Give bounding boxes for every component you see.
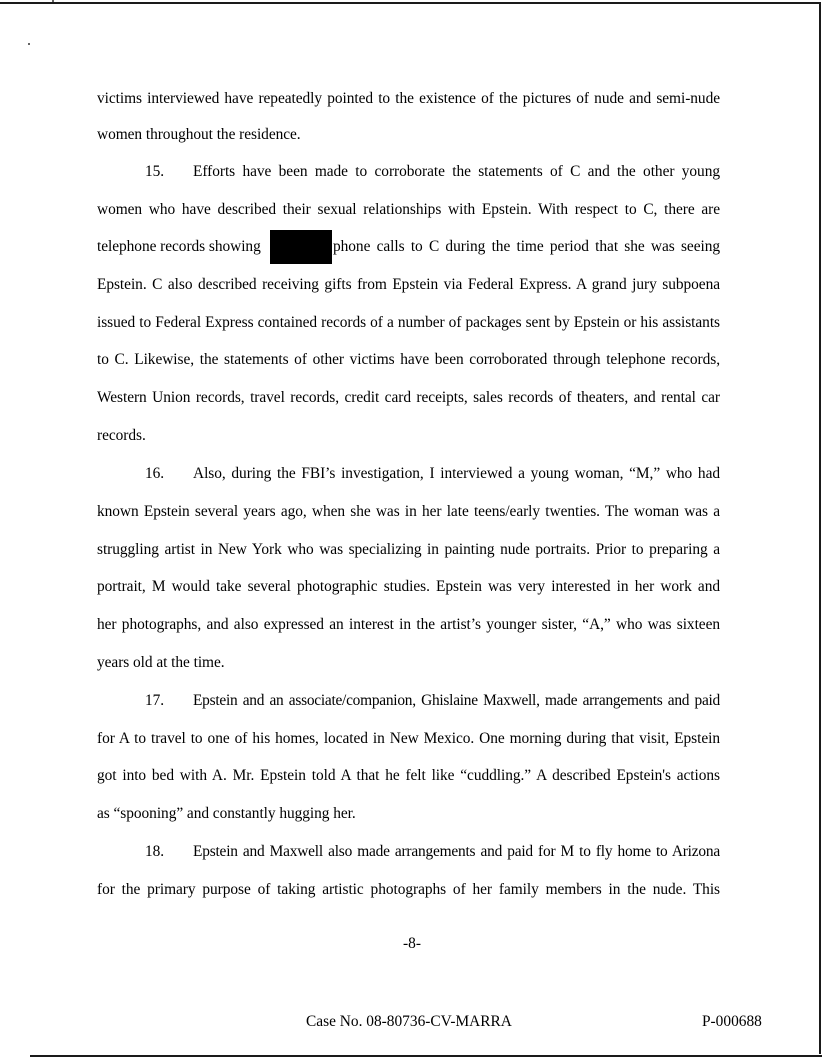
body-line-7: issued to Federal Express contained records of a number of packages sent by Epstein or his assistants xyxy=(97,314,720,331)
body-line-15: her photographs, and also expressed an interest in the artist’s younger sister, “A,” who was sixteen xyxy=(97,616,720,633)
body-line-2: women throughout the residence. xyxy=(97,126,301,143)
scan-border-top xyxy=(0,2,820,4)
body-line-10: records. xyxy=(97,427,146,444)
paragraph-number-18: 18. xyxy=(145,843,165,860)
body-line-8: to C. Likewise, the statements of other victims have been corroborated through telephone records, xyxy=(97,351,720,368)
body-line-5a: telephone records showing xyxy=(97,238,261,255)
body-line-19: got into bed with A. Mr. Epstein told A that he felt like “cuddling.” A described Epstein's actions xyxy=(97,767,720,784)
body-line-16: years old at the time. xyxy=(97,654,225,671)
body-line-22: for the primary purpose of taking artistic photographs of her family members in the nude. This xyxy=(97,881,720,898)
body-line-5b: phone calls to C during the time period that she was seeing xyxy=(333,238,720,255)
body-line-9: Western Union records, travel records, credit card receipts, sales records of theaters, and rental car xyxy=(97,389,720,406)
body-line-17: Epstein and an associate/companion, Ghislaine Maxwell, made arrangements and paid xyxy=(193,692,720,709)
body-line-21: Epstein and Maxwell also made arrangements and paid for M to fly home to Arizona xyxy=(193,843,720,860)
body-line-3: Efforts have been made to corroborate the statements of C and the other young xyxy=(193,163,720,180)
body-line-11: Also, during the FBI’s investigation, I interviewed a young woman, “M,” who had xyxy=(193,465,720,482)
scan-speck xyxy=(28,43,30,45)
bates-number: P-000688 xyxy=(702,1013,762,1030)
body-line-20: as “spooning” and constantly hugging her. xyxy=(97,805,356,822)
body-line-13: struggling artist in New York who was specializing in painting nude portraits. Prior to preparing a xyxy=(97,541,720,558)
paragraph-number-15: 15. xyxy=(145,163,165,180)
scan-speck xyxy=(52,0,54,2)
scan-border-right xyxy=(819,2,821,1054)
paragraph-number-16: 16. xyxy=(145,465,165,482)
body-line-1: victims interviewed have repeatedly pointed to the existence of the pictures of nude and semi-nude xyxy=(97,90,720,107)
body-line-18: for A to travel to one of his homes, located in New Mexico. One morning during that visit, Epstein xyxy=(97,730,720,747)
body-line-4: women who have described their sexual relationships with Epstein. With respect to C, there are xyxy=(97,201,720,218)
redaction-block xyxy=(270,230,332,264)
body-line-12: known Epstein several years ago, when she was in her late teens/early twenties. The woman was a xyxy=(97,503,720,520)
paragraph-number-17: 17. xyxy=(145,692,165,709)
body-line-14: portrait, M would take several photographic studies. Epstein was very interested in her work and xyxy=(97,578,720,595)
page-number: -8- xyxy=(403,935,421,952)
case-number: Case No. 08-80736-CV-MARRA xyxy=(306,1013,512,1030)
body-line-6: Epstein. C also described receiving gifts from Epstein via Federal Express. A grand jury subpoena xyxy=(97,276,720,293)
scan-border-bottom xyxy=(30,1055,822,1057)
